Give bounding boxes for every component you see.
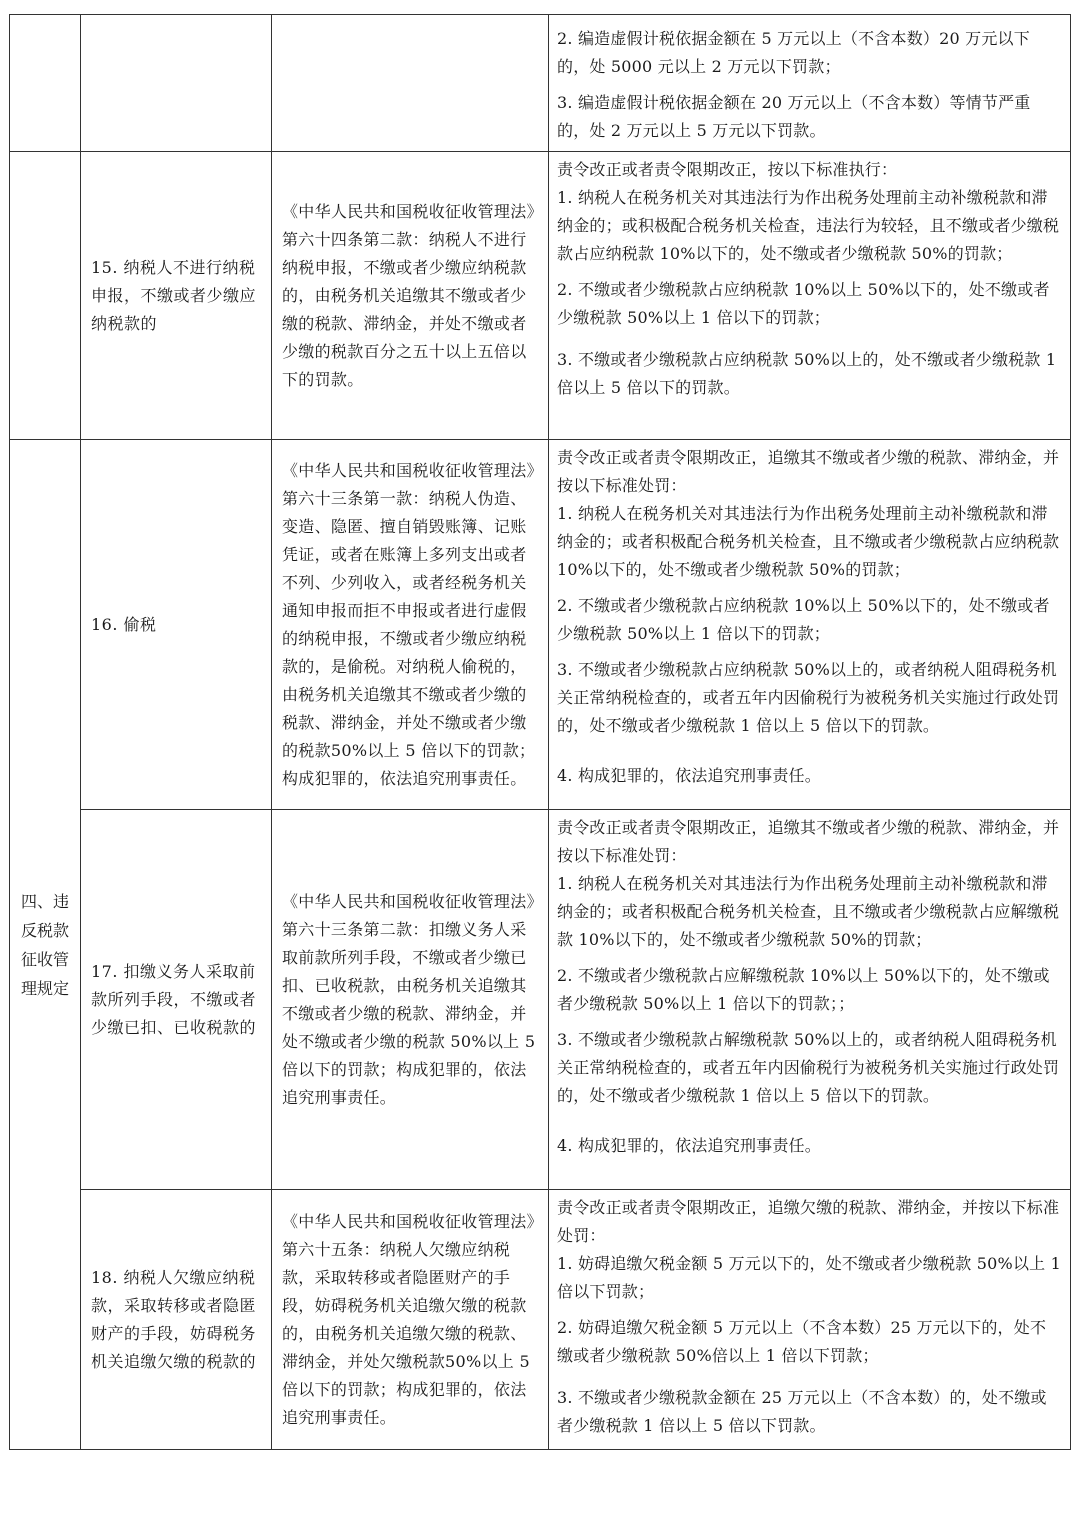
standards-cell (549, 810, 1071, 1190)
standard-item: 2. 妨碍追缴欠税金额 5 万元以上（不含本数）25 万元以下的，处不缴或者少缴税款 50%倍以上 1 倍以下罚款； (557, 1318, 1047, 1365)
standards-cell (549, 1190, 1071, 1450)
item-cell: 18. 纳税人欠缴应纳税款，采取转移或者隐匿财产的手段，妨碍税务机关追缴欠缴的税款的 (81, 1190, 272, 1450)
table-row (10, 152, 1071, 440)
penalty-standards-table (9, 14, 1071, 1450)
standard-item: 3. 不缴或者少缴税款占应纳税款 50%以上的，处不缴或者少缴税款 1 倍以上 5 倍以下的罚款。 (557, 350, 1057, 397)
law-cell: 《中华人民共和国税收征收管理法》第六十四条第二款：纳税人不进行纳税申报，不缴或者少缴应纳税款的，由税务机关追缴其不缴或者少缴的税款、滞纳金，并处不缴或者少缴的税款百分之五十以上五倍以下的罚款。 (272, 152, 549, 440)
standard-item: 3. 不缴或者少缴税款占解缴税款 50%以上的，或者纳税人阻碍税务机关正常纳税检查的，或者五年内因偷税行为被税务机关实施过行政处罚的，处不缴或者少缴税款 1 倍以上 5 倍以下的罚款。 (557, 1030, 1060, 1105)
standard-item: 3. 不缴或者少缴税款占应纳税款 50%以上的，或者纳税人阻碍税务机关正常纳税检查的，或者五年内因偷税行为被税务机关实施过行政处罚的，处不缴或者少缴税款 1 倍以上 5 倍以下的罚款。 (557, 660, 1060, 735)
standard-item: 1. 纳税人在税务机关对其违法行为作出税务处理前主动补缴税款和滞纳金的；或者积极配合税务机关检查，且不缴或者少缴税款占应纳税款 10%以下的，处不缴或者少缴税款 50%的罚款； (557, 504, 1060, 579)
standards-intro: 责令改正或者责令限期改正，追缴其不缴或者少缴的税款、滞纳金，并按以下标准处罚： (557, 818, 1060, 865)
item-cell: 16. 偷税 (81, 440, 272, 810)
law-cell: 《中华人民共和国税收征收管理法》第六十五条：纳税人欠缴应纳税款，采取转移或者隐匿财产的手段，妨碍税务机关追缴欠缴的税款的，由税务机关追缴欠缴的税款、滞纳金，并处欠缴税款50%以上 5 倍以下的罚款；构成犯罪的，依法追究刑事责任。 (272, 1190, 549, 1450)
standard-item: 2. 不缴或者少缴税款占应纳税款 10%以上 50%以下的，处不缴或者少缴税款 50%以上 1 倍以下的罚款； (557, 280, 1050, 327)
standard-item: 2. 不缴或者少缴税款占应解缴税款 10%以上 50%以下的，处不缴或者少缴税款 50%以上 1 倍以下的罚款；； (557, 966, 1050, 1013)
standard-item: 2. 不缴或者少缴税款占应纳税款 10%以上 50%以下的，处不缴或者少缴税款 50%以上 1 倍以下的罚款； (557, 596, 1050, 643)
standards-cell (549, 440, 1071, 810)
law-cell: 《中华人民共和国税收征收管理法》第六十三条第一款：纳税人伪造、变造、隐匿、擅自销毁账簿、记账凭证，或者在账簿上多列支出或者不列、少列收入，或者经税务机关通知申报而拒不申报或者进行虚假的纳税申报，不缴或者少缴应纳税款的，是偷税。对纳税人偷税的，由税务机关追缴其不缴或者少缴的税款、滞纳金，并处不缴或者少缴的税款50%以上 5 倍以下的罚款；构成犯罪的，依法追究刑事责任。 (272, 440, 549, 810)
standards-intro: 责令改正或者责令限期改正，按以下标准执行： (557, 160, 898, 179)
category-cell-previous (10, 15, 81, 152)
standard-item: 3. 编造虚假计税依据金额在 20 万元以上（不含本数）等情节严重的，处 2 万元以上 5 万元以下罚款。 (557, 93, 1031, 140)
law-cell: 《中华人民共和国税收征收管理法》第六十三条第二款：扣缴义务人采取前款所列手段，不缴或者少缴已扣、已收税款，由税务机关追缴其不缴或者少缴的税款、滞纳金，并处不缴或者少缴的税款 50%以上 5 倍以下的罚款；构成犯罪的，依法追究刑事责任。 (272, 810, 549, 1190)
category-cell: 四、违反税款征收管理规定 (10, 440, 81, 1450)
table-row (10, 1190, 1071, 1450)
item-cell: 17. 扣缴义务人采取前款所列手段，不缴或者少缴已扣、已收税款的 (81, 810, 272, 1190)
standards-cell (549, 152, 1071, 440)
standard-item: 4. 构成犯罪的，依法追究刑事责任。 (557, 1136, 821, 1155)
standard-item: 1. 纳税人在税务机关对其违法行为作出税务处理前主动补缴税款和滞纳金的；或者积极配合税务机关检查，且不缴或者少缴税款占应解缴税款 10%以下的，处不缴或者少缴税款 50%的罚款； (557, 874, 1060, 949)
standard-item: 4. 构成犯罪的，依法追究刑事责任。 (557, 766, 821, 785)
standards-cell (549, 15, 1071, 152)
standard-item: 2. 编造虚假计税依据金额在 5 万元以上（不含本数）20 万元以下的，处 5000 元以上 2 万元以下罚款； (557, 29, 1030, 76)
standard-item: 3. 不缴或者少缴税款金额在 25 万元以上（不含本数）的，处不缴或者少缴税款 1 倍以上 5 倍以下罚款。 (557, 1388, 1047, 1435)
table-row (10, 810, 1071, 1190)
category-cell-previous (10, 152, 81, 440)
standard-item: 1. 纳税人在税务机关对其违法行为作出税务处理前主动补缴税款和滞纳金的；或积极配合税务机关检查，违法行为较轻，且不缴或者少缴税款占应纳税款 10%以下的，处不缴或者少缴税款 50%的罚款； (557, 188, 1060, 263)
item-cell: 15. 纳税人不进行纳税申报，不缴或者少缴应纳税款的 (81, 152, 272, 440)
standard-item: 1. 妨碍追缴欠税金额 5 万元以下的，处不缴或者少缴税款 50%以上 1 倍以下罚款； (557, 1254, 1062, 1301)
table-row (10, 440, 1071, 810)
standards-intro: 责令改正或者责令限期改正，追缴欠缴的税款、滞纳金，并按以下标准处罚： (557, 1198, 1060, 1245)
law-cell-empty (272, 15, 549, 152)
table-row (10, 15, 1071, 152)
standards-intro: 责令改正或者责令限期改正，追缴其不缴或者少缴的税款、滞纳金，并按以下标准处罚： (557, 448, 1060, 495)
item-cell-empty (81, 15, 272, 152)
